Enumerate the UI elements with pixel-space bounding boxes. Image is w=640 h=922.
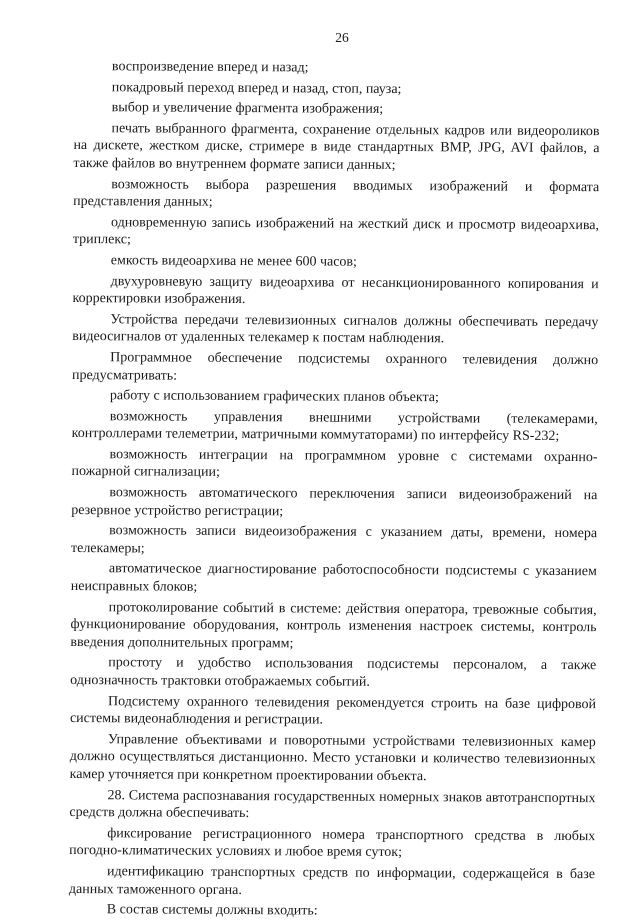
paragraph: Подсистему охранного телевидения рекомендуется строить на базе цифровой системы видеонаблюдения и регистрации. [69,693,597,728]
paragraph: В состав системы должны входить: [106,902,318,919]
paragraph: емкость видеоархива не менее 600 часов; [110,253,357,270]
paragraph: протоколирование событий в системе: действия оператора, тревожные события, функционирование оборудования, контроль изменения настроек системы, контроль введения дополнительных программ; [70,599,597,652]
paragraph: идентификацию транспортных средств по информации, содержащейся в базе данных таможенного органа. [68,864,596,898]
paragraph: двухуровневую защиту видеоархива от несанкционированного копирования и корректировки изображения. [72,273,599,308]
page-number: 26 [335,30,349,45]
paragraph: печать выбранного фрагмента, сохранение отдельных кадров или видеороликов на дискете, жестком диске, стримере в виде стандартных BMP, JPG, AVI файлов, а также файлов во внутреннем формате записи данных; [73,121,600,173]
paragraph: воспроизведение вперед и назад; [111,59,309,76]
paragraph: выбор и увеличение фрагмента изображения; [111,100,384,118]
paragraph: возможность управления внешними устройствами (телекамерами, контроллерами телеметрии, матричными коммутаторами) по интерфейсу RS-232; [71,408,598,445]
paragraph: работу с использованием графических планов объекта; [109,388,439,406]
paragraph: автоматическое диагностирование работоспособности подсистемы с указанием неисправных блоков; [70,561,597,595]
paragraph: возможность выбора разрешения вводимых изображений и формата представления данных; [73,176,600,211]
paragraph: покадровый переход вперед и назад, стоп, пауза; [111,79,402,97]
paragraph: одновременную запись изображений на жесткий диск и просмотр видеоархива, триплекс; [72,214,600,248]
paragraph: возможность записи видеоизображения с указанием даты, времени, номера телекамеры; [70,523,598,557]
paragraph: Устройства передачи телевизионных сигналов должны обеспечивать передачу видеосигналов от удаленных телекамер к постам наблюдения. [72,311,599,347]
document-body [69,58,600,922]
paragraph: Программное обеспечение подсистемы охранного телевидения должно предусматривать: [72,350,599,384]
paragraph: возможность автоматического переключения записи видеоизображений на резервное устройство регистрации; [71,485,598,519]
paragraph: Управление объективами и поворотными устройствами телевизионных камер должно осуществляться дистанционно. Место установки и количество телевизионных камер уточняется при конкретном проектировании объекта. [69,732,596,785]
paragraph: 28. Система распознавания государственных номерных знаков автотранспортных средств должна обеспечивать: [69,787,596,822]
paragraph: простоту и удобство использования подсистемы персоналом, а также однозначность трактовки отображаемых событий. [70,655,597,690]
paragraph: фиксирование регистрационного номера транспортного средства в любых погодно-климатических условиях и любое время суток; [69,825,596,861]
paragraph: возможность интеграции на программном уровне с системами охранно-пожарной сигнализации; [71,447,598,481]
